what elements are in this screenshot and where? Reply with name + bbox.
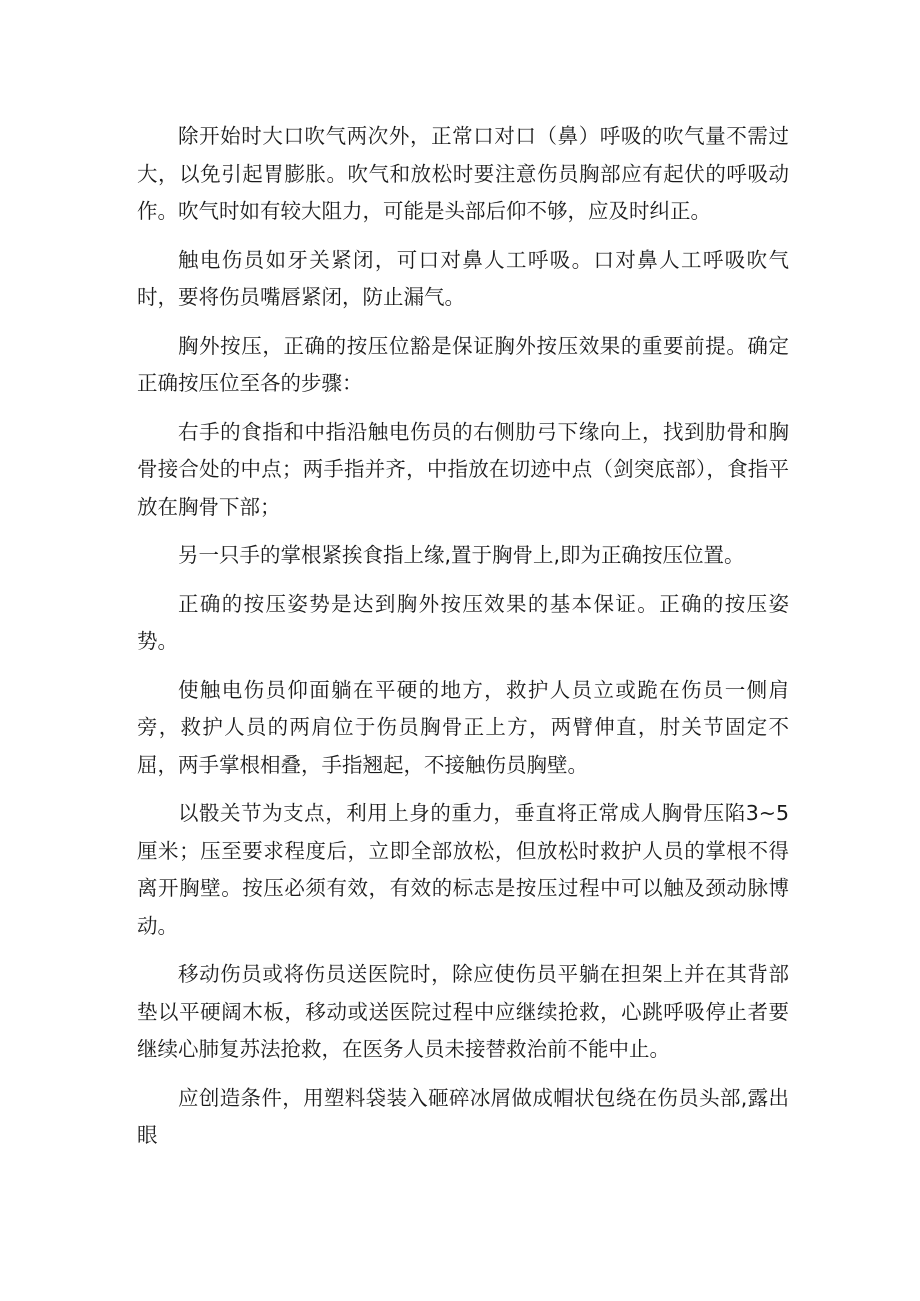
document-body [137,118,789,1155]
paragraph-rescuer-stance: 使触电伤员仰面躺在平硬的地方，救护人员立或跪在伤员一侧肩旁，救护人员的两肩位于伤员胸骨正上方，两臂伸直，肘关节固定不屈，两手掌根相叠，手指翘起，不接触伤员胸壁。 [137,677,789,777]
paragraph-compression-posture: 正确的按压姿势是达到胸外按压效果的基本保证。正确的按压姿势。 [137,591,789,653]
paragraph-mouth-to-nose: 触电伤员如牙关紧闭，可口对鼻人工呼吸。口对鼻人工呼吸吹气时，要将伤员嘴唇紧闭，防止漏气。 [137,247,789,309]
paragraph-transport: 移动伤员或将伤员送医院时，除应使伤员平躺在担架上并在其背部垫以平硬阔木板，移动或送医院过程中应继续抢救，心跳呼吸停止者要继续心肺复苏法抢救，在医务人员未接替救治前不能中止。 [137,962,789,1061]
paragraph-palm-placement: 另一只手的掌根紧挨食指上缘,置于胸骨上,即为正确按压位置。 [178,543,745,567]
paragraph-rescue-breath-volume: 除开始时大口吹气两次外，正常口对口（鼻）呼吸的吹气量不需过大，以免引起胃膨胀。吹气和放松时要注意伤员胸部应有起伏的呼吸动作。吹气时如有较大阻力，可能是头部后仰不够，应及时纠正。 [137,124,789,223]
paragraph-chest-compression-position: 胸外按压，正确的按压位豁是保证胸外按压效果的重要前提。确定正确按压位至各的步骤： [137,333,789,395]
paragraph-compression-depth: 以骰关节为支点，利用上身的重力，垂直将正常成人胸骨压陷3~5厘米；压至要求程度后，立即全部放松，但放松时救护人员的掌根不得离开胸壁。按压必须有效，有效的标志是按压过程中可以触及颈动脉博动。 [137,801,789,938]
paragraph-locate-sternum: 右手的食指和中指沿触电伤员的右侧肋弓下缘向上，找到肋骨和胸骨接合处的中点；两手指并齐，中指放在切迹中点（剑突底部），食指平放在胸骨下部； [137,419,789,519]
paragraph-cooling: 应创造条件，用塑料袋装入砸碎冰屑做成帽状包绕在伤员头部,露出眼 [137,1085,789,1147]
